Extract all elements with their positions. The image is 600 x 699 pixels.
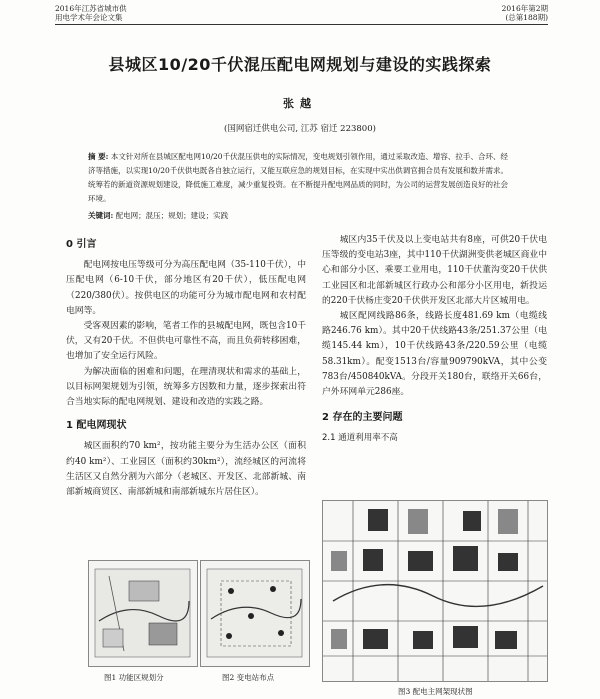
keywords [88,210,508,222]
figure-2-caption: 图2 变电站布点 [222,673,275,682]
right-paragraph-1: 城区内35千伏及以上变电站共有8座，可供20千伏电压等级的变电站3座，其中110千伏湖洲变供老城区商业中心和部分小区、乘要工业用电，110千伏董沟变20千伏供工业园区和北部新城区行政办公和部分小区用电，新投运的220千伏杨庄变20千伏供开发区北部大片区城用电。 [322,235,547,306]
figure-2-map [200,560,310,667]
intro-paragraph-3: 为解决面临的困难和问题，在理清现状和需求的基础上，以目标网架规划为引领，统筹多方因数和力量，逐步探索出符合当地实际的配电网规划、建设和改造的实践之路。 [66,366,306,408]
keywords-text: 配电网；混压；规划；建设；实践 [115,211,229,220]
figure-3-drawing [323,501,547,681]
figure-1-caption: 图1 功能区规划分 [104,673,164,682]
figure-1-drawing [89,561,197,666]
left-column [66,233,306,500]
right-column [322,233,547,451]
figure-2-drawing [201,561,309,666]
keywords-label: 关键词: [88,211,114,220]
section-1-paragraph-1: 城区面积约70 km²，按功能主要分为生活办公区（面积约40 km²）、工业园区（面积约30km²），流经城区的河流将生活区又自然分割为六部分（老城区、开发区、北部新城、南部新城商贸区、南部新城和南部新城东片居住区）。 [66,441,306,498]
figure-3-network-map [322,500,548,682]
figure-3-caption: 图3 配电主网架现状图 [398,687,473,696]
paper-title: 县城区10/20千伏混压配电网规划与建设的实践探索 [108,55,492,74]
header-left-line2: 用电学术年会论文集 [55,13,123,22]
section-intro-heading: 0 引言 [66,239,97,250]
abstract [88,150,508,206]
figure-1-map [88,560,198,667]
section-1-heading: 1 配电网现状 [66,420,127,432]
abstract-text: 本文针对所在县城区配电网10/20千伏混压供电的实际情况，变电规划引领作用，通过采取改造、增容、拉手、合环、经济等措施，以实现10/20千伏供电既各自独立运行，又能互联应急的规划目标，在实现中实出供调官拥合员有发展和数并需求。统筹若的新道资源规划建设，降低施工难度，减少重复投资。在不断提升配电网品质的同时，为公司的运营发展创造良好的社会环境。 [88,152,508,203]
paper-author: 张越 [283,97,317,110]
right-paragraph-2: 城区配网线路86条，线路长度481.69 km（电缆线路246.76 km）。其中20千伏线路43条/251.37公里（电缆145.44 km），10千伏线路43条/220.59公里（电缆58.31km）。配变1513台/容量909790kVA，其中公变783台/450840kVA。分段开关180台，联络开关66台，户外环网单元286座。 [322,311,547,398]
section-2-1-heading: 2.1 通道利用率不高 [322,433,398,444]
author-affiliation: (国网宿迁供电公司, 江苏 宿迁 223800) [224,124,376,134]
header-rule [55,24,548,25]
section-2-heading: 2 存在的主要问题 [322,412,403,424]
header-right-line2: (总第188期) [505,13,548,22]
header-right-line1: 2016年第2期 [501,4,548,13]
abstract-label: 摘 要: [88,152,109,161]
journal-header-left [55,4,127,22]
header-left-line1: 2016年江苏省城市供 [55,4,127,13]
journal-header-right [502,4,548,22]
intro-paragraph-1: 配电网按电压等级可分为高压配电网（35-110千伏），中压配电网（6-10千伏，部分地区有20千伏），低压配电网（220/380伏）。按供电区的功能可分为城市配电网和农村配电网等。 [66,260,306,316]
intro-paragraph-2: 受客观因素的影响，笔者工作的县城配电网，既包含10千伏，又有20千伏。不但供电可靠性不高，而且负荷转移困难，也增加了安全运行风险。 [66,321,306,362]
